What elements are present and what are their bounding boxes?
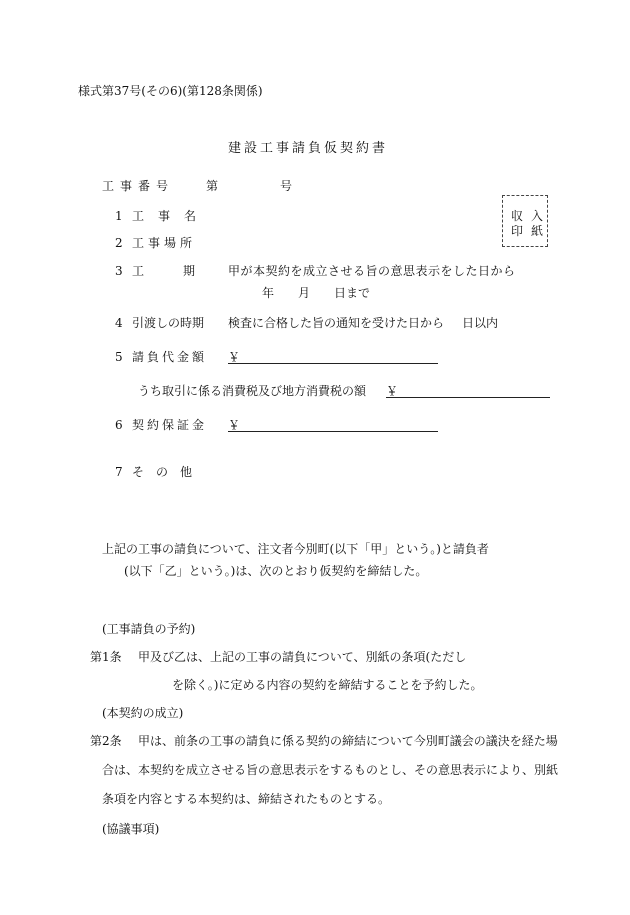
intro-line-1: 上記の工事の請負について、注文者今別町(以下「甲」という。)と請負者 — [102, 542, 489, 556]
contract-amount-field-line — [228, 363, 438, 364]
construction-period-text: 甲が本契約を成立させる旨の意思表示をした日から — [228, 264, 516, 278]
stamp-char: 紙 — [531, 224, 544, 238]
article-heading: (工事請負の予約) — [102, 622, 196, 636]
item-number: 5 — [115, 350, 123, 364]
item-label-construction-name: 工事名 — [132, 209, 211, 223]
article-number: 第1条 — [90, 650, 122, 664]
contract-amount-yen: ￥ — [228, 350, 241, 364]
item-number: 1 — [115, 209, 123, 223]
construction-number-suffix: 号 — [280, 179, 293, 193]
article-heading: (協議事項) — [102, 822, 160, 836]
item-label-contract-guarantee: 契約保証金 — [132, 418, 208, 432]
article-2-line-1: 甲は、前条の工事の請負に係る契約の締結について今別町議会の議決を経た場 — [138, 734, 558, 748]
item-number: 6 — [115, 418, 123, 432]
intro-line-2: (以下「乙」という。)は、次のとおり仮契約を締結した。 — [124, 564, 428, 578]
construction-period-end: 年 月 日まで — [262, 286, 371, 300]
form-number: 様式第37号(その6)(第128条関係) — [78, 84, 263, 98]
contract-guarantee-yen: ￥ — [228, 418, 241, 432]
item-label-construction-site: 工事場所 — [132, 236, 197, 250]
revenue-stamp-box — [502, 195, 548, 247]
item-label-contract-amount: 請負代金額 — [132, 350, 208, 364]
item-label-other: そ の 他 — [132, 465, 193, 479]
item-label-construction-period: 工 期 — [132, 264, 201, 278]
tax-amount-label: うち取引に係る消費税及び地方消費税の額 — [138, 384, 367, 398]
tax-amount-yen: ￥ — [386, 384, 399, 398]
item-label-delivery-time: 引渡しの時期 — [132, 316, 205, 330]
stamp-char: 収 — [511, 209, 524, 223]
article-1-line-2: を除く。)に定める内容の契約を締結することを予約した。 — [172, 678, 483, 692]
article-2-line-3: 条項を内容とする本契約は、締結されたものとする。 — [102, 792, 391, 806]
stamp-char: 印 — [511, 224, 524, 238]
article-2-line-2: 合は、本契約を成立させる旨の意思表示をするものとし、その意思表示により、別紙 — [102, 763, 559, 777]
construction-number-prefix: 第 — [206, 179, 219, 193]
item-number: 3 — [115, 264, 123, 278]
article-number: 第2条 — [90, 734, 122, 748]
delivery-time-text: 検査に合格した旨の通知を受けた日から — [228, 316, 445, 330]
construction-number-label: 工事番号 — [102, 179, 175, 193]
item-number: 2 — [115, 236, 123, 250]
item-number: 7 — [115, 465, 123, 479]
stamp-char: 入 — [531, 209, 544, 223]
tax-amount-field-line — [386, 397, 550, 398]
contract-guarantee-field-line — [228, 431, 438, 432]
article-1-line-1: 甲及び乙は、上記の工事の請負について、別紙の条項(ただし — [138, 650, 467, 664]
item-number: 4 — [115, 316, 123, 330]
article-heading: (本契約の成立) — [102, 706, 184, 720]
document-title: 建設工事請負仮契約書 — [228, 141, 389, 156]
delivery-time-days: 日以内 — [462, 316, 499, 330]
